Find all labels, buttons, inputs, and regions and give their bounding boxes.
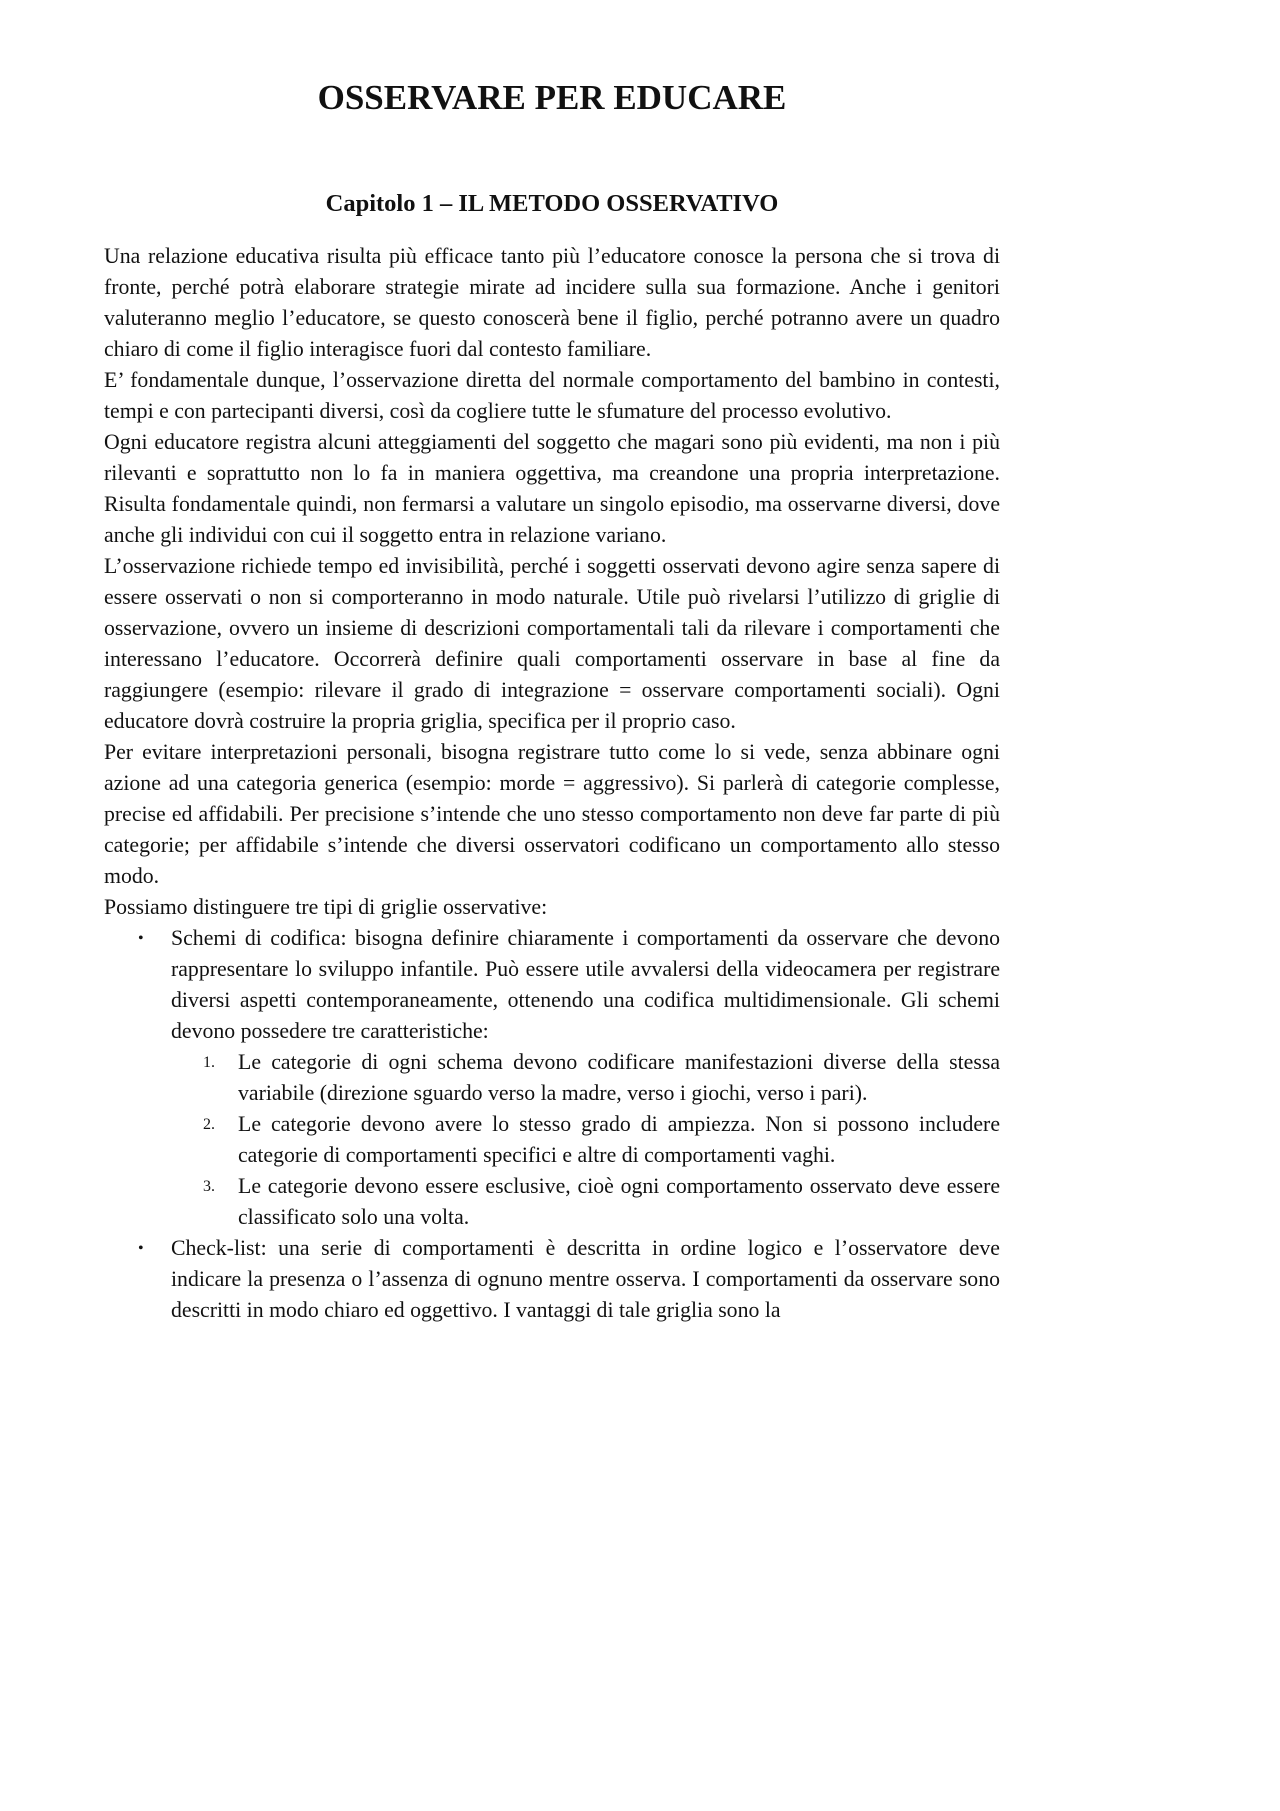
numbered-item-text: Le categorie devono essere esclusive, cioè ogni comportamento osservato deve essere classificato solo una volta. [238,1174,1000,1229]
grid-types-list [104,923,1000,1326]
list-item [104,923,1000,1233]
chapter-title: Capitolo 1 – IL METODO OSSERVATIVO [325,190,779,217]
document-title: OSSERVARE PER EDUCARE [317,78,787,117]
paragraph: Ogni educatore registra alcuni atteggiamenti del soggetto che magari sono più evidenti, ma non i più rilevanti e soprattutto non lo fa in maniera oggettiva, ma creandone una propria interpretazione. Risulta fondamentale quindi, non fermarsi a valutare un singolo episodio, ma osservarne diversi, dove anche gli individui con cui il soggetto entra in relazione variano. [104,430,1000,547]
numbered-item-text: Le categorie di ogni schema devono codificare manifestazioni diverse della stessa variabile (direzione sguardo verso la madre, verso i giochi, verso i pari). [238,1050,1000,1105]
document-body [104,241,1000,1326]
characteristics-list [171,1047,1000,1233]
item-number: 3. [203,1178,215,1195]
list-item [104,1233,1000,1326]
numbered-item [171,1047,1000,1109]
paragraph: Per evitare interpretazioni personali, bisogna registrare tutto come lo si vede, senza abbinare ogni azione ad una categoria generica (esempio: morde = aggressivo). Si parlerà di categorie complesse, precise ed affidabili. Per precisione s’intende che uno stesso comportamento non deve far parte di più categorie; per affidabile s’intende che diversi osservatori codificano un comportamento allo stesso modo. [104,740,1000,888]
list-item-text: Schemi di codifica: bisogna definire chiaramente i comportamenti da osservare che devono rappresentare lo sviluppo infantile. Può essere utile avvalersi della videocamera per registrare diversi aspetti contemporaneamente, ottenendo una codifica multidimensionale. Gli schemi devono possedere tre caratteristiche: [171,926,1000,1043]
paragraph: Possiamo distinguere tre tipi di griglie osservative: [104,895,548,919]
item-number: 1. [203,1054,215,1071]
bullet-icon: • [138,930,144,947]
numbered-item [171,1171,1000,1233]
paragraph: Una relazione educativa risulta più efficace tanto più l’educatore conosce la persona che si trova di fronte, perché potrà elaborare strategie mirate ad incidere sulla sua formazione. Anche i genitori valuteranno meglio l’educatore, se questo conoscerà bene il figlio, perché potranno avere un quadro chiaro di come il figlio interagisce fuori dal contesto familiare. [104,244,1000,361]
paragraph: L’osservazione richiede tempo ed invisibilità, perché i soggetti osservati devono agire senza sapere di essere osservati o non si comporteranno in modo naturale. Utile può rivelarsi l’utilizzo di griglie di osservazione, ovvero un insieme di descrizioni comportamentali tali da rilevare i comportamenti che interessano l’educatore. Occorrerà definire quali comportamenti osservare in base al fine da raggiungere (esempio: rilevare il grado di integrazione = osservare comportamenti sociali). Ogni educatore dovrà costruire la propria griglia, specifica per il proprio caso. [104,554,1000,733]
list-item-text: Check-list: una serie di comportamenti è descritta in ordine logico e l’osservatore deve indicare la presenza o l’assenza di ognuno mentre osserva. I comportamenti da osservare sono descritti in modo chiaro ed oggettivo. I vantaggi di tale griglia sono la [171,1236,1000,1322]
numbered-item [171,1109,1000,1171]
item-number: 2. [203,1116,215,1133]
bullet-icon: • [138,1240,144,1257]
paragraph: E’ fondamentale dunque, l’osservazione diretta del normale comportamento del bambino in contesti, tempi e con partecipanti diversi, così da cogliere tutte le sfumature del processo evolutivo. [104,368,1000,423]
numbered-item-text: Le categorie devono avere lo stesso grado di ampiezza. Non si possono includere categorie di comportamenti specifici e altre di comportamenti vaghi. [238,1112,1000,1167]
